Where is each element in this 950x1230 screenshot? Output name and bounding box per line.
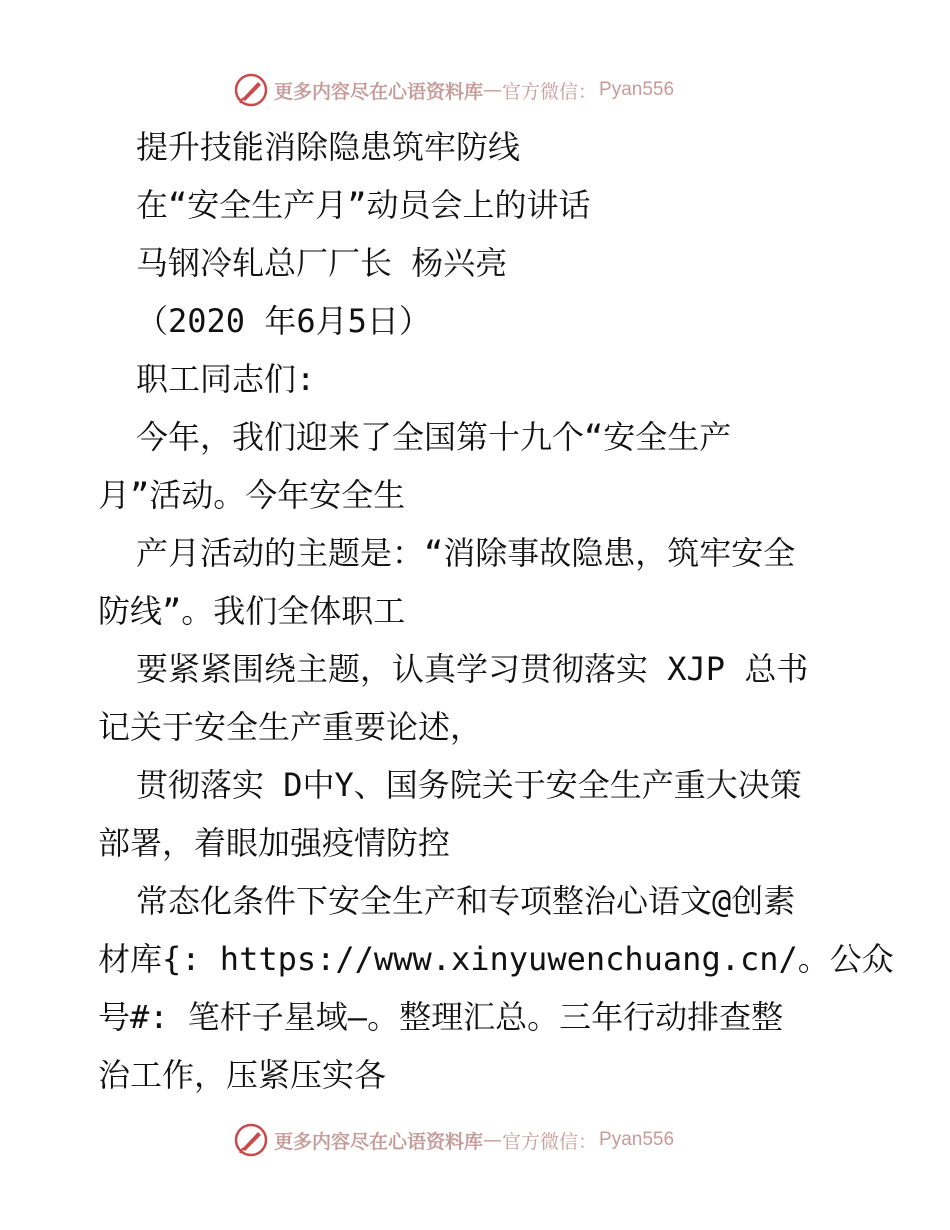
text-line: 记关于安全生产重要论述， bbox=[98, 708, 483, 746]
text-line: 号#: 笔杆子星域—。整理汇总。三年行动排查整 bbox=[98, 998, 784, 1036]
text-line: 产月活动的主题是：“消除事故隐患，筑牢安全 bbox=[136, 534, 796, 572]
text-line: 今年，我们迎来了全国第十九个“安全生产 bbox=[136, 418, 732, 456]
footer-watermark bbox=[234, 1122, 714, 1158]
quill-logo-icon bbox=[234, 1123, 268, 1157]
watermark-wechat-id: Pyan556 bbox=[599, 79, 675, 100]
text-line: 部署，着眼加强疫情防控 bbox=[98, 824, 451, 862]
text-line: 防线”。我们全体职工 bbox=[98, 592, 406, 630]
watermark-dash: — bbox=[483, 1129, 503, 1151]
text-line: 材库{: https://www.xinyuwenchuang.cn/。公众 bbox=[98, 940, 894, 978]
text-line: 提升技能消除隐患筑牢防线 bbox=[136, 128, 521, 166]
watermark-dash: — bbox=[483, 79, 503, 101]
text-line: 月”活动。今年安全生 bbox=[98, 476, 406, 514]
watermark-wechat-id: Pyan556 bbox=[599, 1129, 675, 1150]
watermark-site-name: 更多内容尽在心语资料库 bbox=[274, 80, 484, 103]
watermark-official-label: 官方微信： bbox=[502, 1130, 598, 1153]
text-line: 职工同志们: bbox=[136, 360, 316, 398]
speech-body bbox=[98, 118, 894, 1104]
text-line: 贯彻落实 D中Y、国务院关于安全生产重大决策 bbox=[136, 766, 802, 804]
text-line: 治工作，压紧压实各 bbox=[98, 1056, 387, 1094]
header-watermark bbox=[234, 72, 714, 108]
text-line: （2020 年6月5日） bbox=[136, 302, 431, 340]
text-line: 在“安全生产月”动员会上的讲话 bbox=[136, 186, 591, 224]
watermark-official-label: 官方微信： bbox=[502, 80, 598, 103]
quill-logo-icon bbox=[234, 73, 268, 107]
text-line: 常态化条件下安全生产和专项整治心语文@创素 bbox=[136, 882, 796, 920]
watermark-site-name: 更多内容尽在心语资料库 bbox=[274, 1130, 484, 1153]
text-line: 马钢冷轧总厂厂长 杨兴亮 bbox=[136, 244, 508, 282]
text-line: 要紧紧围绕主题，认真学习贯彻落实 XJP 总书 bbox=[136, 650, 809, 688]
